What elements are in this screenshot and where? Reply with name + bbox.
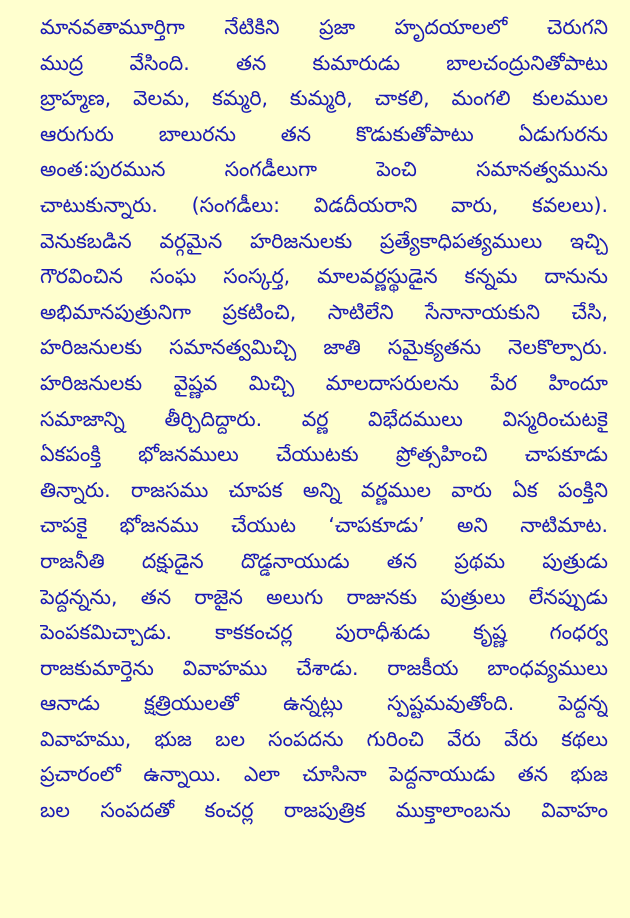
text-line: గౌరవించిన సంఘ సంస్కర్త, మాలవర్ణస్థుడైన కన్నమ దానును	[40, 264, 608, 289]
text-line: రాజకుమార్తెను వివాహము చేశాడు. రాజకీయ బాంధవ్యములు	[40, 655, 608, 680]
text-line: అభిమానపుత్రునిగా ప్రకటించి, సాటిలేని సేనానాయకుని చేసి,	[40, 299, 608, 324]
text-line: హరిజనులకు సమానత్వమిచ్చి జాతి సమైక్యతను నెలకొల్పారు.	[40, 335, 608, 360]
text-line: ప్రచారంలో ఉన్నాయి. ఎలా చూసినా పెద్దనాయుడు తన భుజ	[40, 762, 608, 787]
text-line: అంత:పురమున సంగడీలుగా పెంచి సమానత్వమును	[40, 157, 608, 182]
text-line: చాపకై భోజనము చేయుట ‘చాపకూడు’ అని నాటిమాట.	[40, 513, 608, 538]
text-line: పెంపకమిచ్చాడు. కాకకంచర్ల పురాధీశుడు కృష్ణ గంధర్వ	[40, 620, 608, 645]
text-line: సమాజాన్ని తీర్చిదిద్దారు. వర్ణ విభేదములు విస్మరించుటకై	[40, 406, 608, 431]
text-line: తిన్నారు. రాజసము చూపక అన్ని వర్ణముల వారు ఏక పంక్తిని	[40, 477, 608, 502]
text-line: ఏకపంక్తి భోజనములు చేయుటకు ప్రోత్సహించి చాపకూడు	[40, 442, 608, 467]
text-line: ఆనాడు క్షత్రియులతో ఉన్నట్లు స్పష్టమవుతోంది. పెద్దన్న	[40, 691, 608, 716]
text-line: ముద్ర వేసింది. తన కుమారుడు బాలచంద్రునితోపాటు	[40, 50, 608, 75]
text-line: రాజనీతి దక్షుడైన దొడ్డనాయుడు తన ప్రథమ పుత్రుడు	[40, 548, 608, 573]
text-line: మానవతామూర్తిగా నేటికిని ప్రజా హృదయాలలో చెరుగని	[40, 15, 608, 39]
text-line: చాటుకున్నారు. (సంగడీలు: విడదీయరాని వారు, కవలలు).	[40, 192, 608, 217]
text-line: బల సంపదతో కంచర్ల రాజపుత్రిక ముక్తాలాంబను వివాహం	[40, 798, 608, 823]
text-line: వివాహము, భుజ బల సంపదను గురించి వేరు వేరు కథలు	[40, 726, 608, 751]
text-line: పెద్దన్నను, తన రాజైన అలుగు రాజునకు పుత్రులు లేనప్పుడు	[40, 584, 608, 609]
text-line: హరిజనులకు వైష్ణవ మిచ్చి మాలదాసరులను పేర హిందూ	[40, 370, 608, 395]
text-line: ఆరుగురు బాలురను తన కొడుకుతోపాటు ఏడుగురను	[40, 121, 608, 146]
text-line: బ్రాహ్మణ, వెలమ, కమ్మరి, కుమ్మరి, చాకలి, మంగలి కులముల	[40, 86, 608, 111]
text-line: వెనుకబడిన వర్గమైన హరిజనులకు ప్రత్యేకాధిపత్యములు ఇచ్చి	[40, 228, 608, 253]
